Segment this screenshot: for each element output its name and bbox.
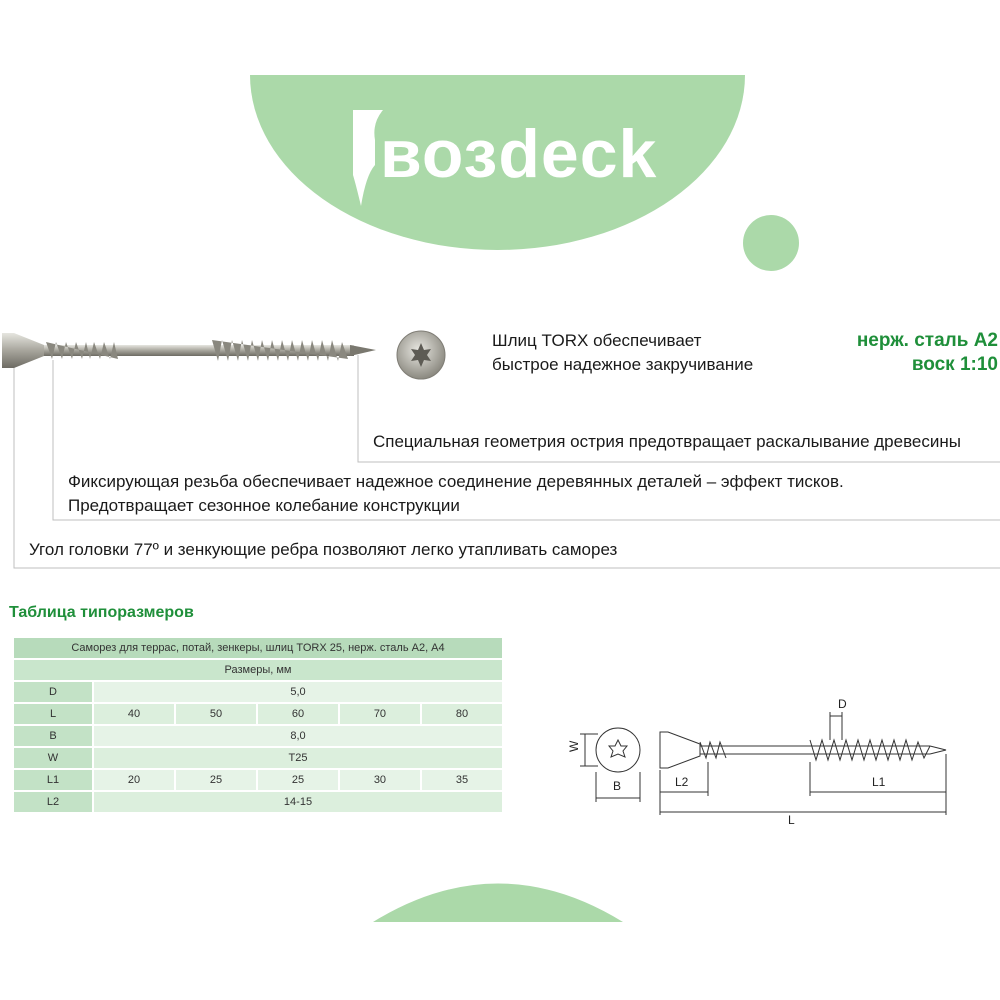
table-row: L 40 50 60 70 80 <box>14 704 502 724</box>
torx-head-image <box>395 329 447 381</box>
drawing-head <box>660 732 700 768</box>
material-line1: нерж. сталь A2 <box>856 330 998 351</box>
table-title: Таблица типоразмеров <box>9 604 194 621</box>
thread-callout-line1: Фиксирующая резьба обеспечивает надежное соединение деревянных деталей – эффект тисков. <box>68 472 844 491</box>
screw-head <box>2 333 44 368</box>
material-line2: воск 1:10 <box>911 354 998 375</box>
technical-drawing <box>560 690 960 830</box>
material-info <box>857 329 998 377</box>
torx-callout <box>492 329 753 377</box>
table-row: D 5,0 <box>14 682 502 702</box>
end-view-torx-icon <box>609 740 627 757</box>
thread-callout <box>68 470 844 518</box>
torx-callout-line1: Шлиц TORX обеспечивает <box>492 331 702 350</box>
green-dot <box>743 215 799 271</box>
screw-tip <box>350 345 376 356</box>
bottom-green-arc <box>373 884 623 923</box>
size-table <box>12 636 504 814</box>
callout-lines <box>14 350 1000 568</box>
thread-callout-line2: Предотвращает сезонное колебание конструкции <box>68 496 460 515</box>
table-row: W T25 <box>14 748 502 768</box>
dim-label-l2: L2 <box>675 775 689 789</box>
table-row: L1 20 25 25 30 35 <box>14 770 502 790</box>
dim-label-w: W <box>567 740 581 752</box>
head-guide <box>14 350 1000 568</box>
table-subcaption: Размеры, мм <box>14 660 502 680</box>
logo-text: возdeck <box>380 116 658 192</box>
screw-image <box>0 325 380 375</box>
drawing-threads <box>810 740 930 760</box>
dim-label-l1: L1 <box>872 775 886 789</box>
dim-label-d: D <box>838 697 847 711</box>
dim-label-b: B <box>613 779 622 793</box>
tip-callout: Специальная геометрия острия предотвращает раскалывание древесины <box>373 432 961 451</box>
dim-label-l: L <box>788 813 795 827</box>
table-caption: Саморез для террас, потай, зенкеры, шлиц TORX 25, нерж. сталь А2, А4 <box>14 638 502 658</box>
head-callout: Угол головки 77º и зенкующие ребра позволяют легко утапливать саморез <box>29 540 618 559</box>
table-row: B 8,0 <box>14 726 502 746</box>
drawing-thread-l2 <box>700 742 726 758</box>
torx-callout-line2: быстрое надежное закручивание <box>492 355 754 374</box>
end-view-circle <box>596 728 640 772</box>
table-row: L2 14-15 <box>14 792 502 812</box>
